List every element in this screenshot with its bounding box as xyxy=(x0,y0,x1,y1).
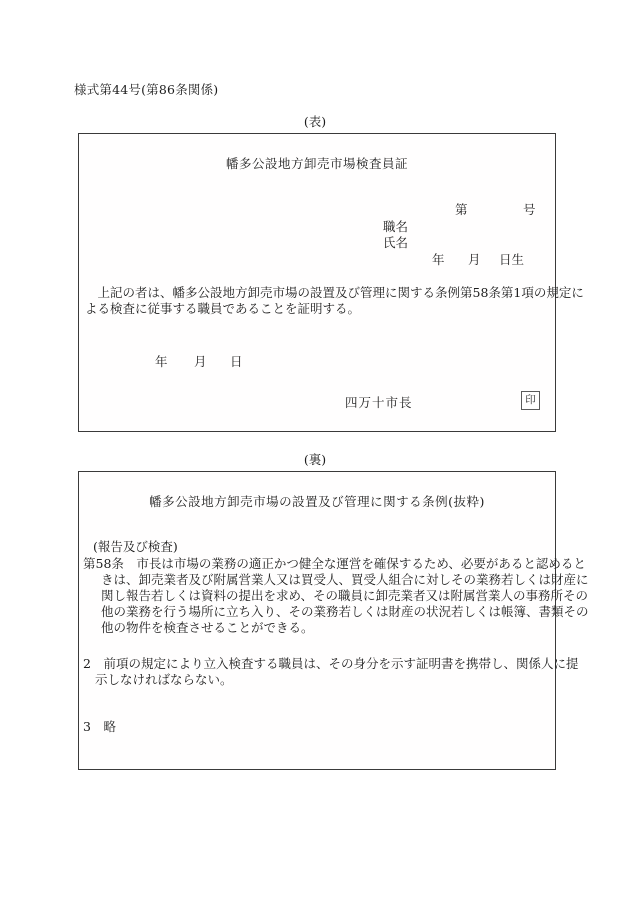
article58-line: きは、卸売業者及び附属営業人又は買受人、買受人組合に対しその業務若しくは財産に xyxy=(101,572,589,587)
certification-statement-line: 上記の者は、幡多公設地方卸売市場の設置及び管理に関する条例第58条第1項の規定に xyxy=(85,285,584,300)
article58-line: 第58条 市長は市場の業務の適正かつ健全な運営を確保するため、必要があると認めると xyxy=(83,556,586,571)
birth-day-label: 日生 xyxy=(499,252,525,267)
cert-number-suffix: 号 xyxy=(523,202,536,217)
article58-line: 関し報告若しくは資料の提出を求め、その職員に卸売業者又は附属営業人の事務所その xyxy=(101,588,589,603)
paragraph3: 3 略 xyxy=(83,719,116,734)
back-card-title: 幡多公設地方卸売市場の設置及び管理に関する条例(抜粋) xyxy=(149,494,485,509)
issuer-name: 四万十市長 xyxy=(345,395,413,410)
birth-month-label: 月 xyxy=(468,252,481,267)
article58-line: 他の物件を検査させることができる。 xyxy=(101,620,314,635)
section-heading: (報告及び検査) xyxy=(93,539,178,554)
article58-line: 他の業務を行う場所に立ち入り、その業務若しくは財産の状況若しくは帳簿、書類その xyxy=(101,604,589,619)
cert-number-prefix: 第 xyxy=(455,202,468,217)
paragraph2-line: 2 前項の規定により立入検査する職員は、その身分を示す証明書を携帯し、関係人に提 xyxy=(83,656,579,671)
seal-mark: 印 xyxy=(521,391,540,410)
front-side-label: (表) xyxy=(303,114,327,129)
birth-year-label: 年 xyxy=(432,252,445,267)
issue-month-label: 月 xyxy=(194,354,207,369)
back-side-label: (裏) xyxy=(303,452,327,467)
back-card xyxy=(78,471,589,770)
certification-statement-line: よる検査に従事する職員であることを証明する。 xyxy=(85,301,361,316)
issue-day-label: 日 xyxy=(230,354,243,369)
issue-year-label: 年 xyxy=(155,354,168,369)
name-label: 氏名 xyxy=(383,235,409,250)
form-number-label: 様式第44号(第86条関係) xyxy=(74,82,219,97)
job-title-label: 職名 xyxy=(383,219,409,234)
front-card-title: 幡多公設地方卸売市場検査員証 xyxy=(225,156,408,171)
front-card xyxy=(78,133,584,432)
paragraph2-line: 示しなければならない。 xyxy=(95,672,233,687)
